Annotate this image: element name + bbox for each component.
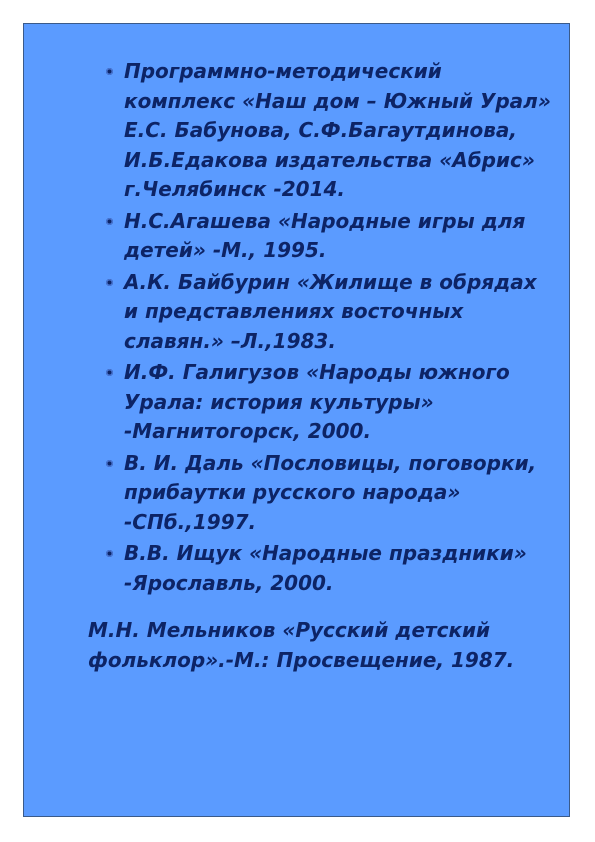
list-item-text: В.В. Ищук «Народные праздники» -Ярославль, 2000. — [124, 541, 527, 595]
bibliography-list — [104, 57, 554, 600]
list-item — [104, 358, 554, 447]
bullet-icon — [106, 279, 113, 286]
bullet-icon — [106, 218, 113, 225]
bullet-icon — [106, 550, 113, 557]
list-item — [104, 57, 554, 205]
slide-panel — [23, 23, 570, 817]
list-item — [104, 207, 554, 266]
list-item-text: В. И. Даль «Пословицы, поговорки, прибаутки русского народа» -СПб.,1997. — [124, 450, 537, 534]
list-item-text: Программно-методический комплекс «Наш дом – Южный Урал» Е.С. Бабунова, С.Ф.Багаутдинова, И.Б.Едакова издательства «Абрис» г.Челябинск -2014. — [124, 59, 551, 201]
list-item-text: Н.С.Агашева «Народные игры для детей» -М., 1995. — [124, 208, 526, 262]
list-item — [104, 449, 554, 538]
list-item — [104, 268, 554, 357]
list-item — [104, 539, 554, 598]
bullet-icon — [106, 369, 113, 376]
extra-reference: М.Н. Мельников «Русский детский фольклор».-М.: Просвещение, 1987. — [88, 618, 515, 672]
bullet-icon — [106, 68, 113, 75]
list-item-text: А.К. Байбурин «Жилище в обрядах и представлениях восточных славян.» –Л.,1983. — [124, 269, 537, 353]
bullet-icon — [106, 460, 113, 467]
list-item-text: И.Ф. Галигузов «Народы южного Урала: история культуры» -Магнитогорск, 2000. — [124, 360, 510, 443]
